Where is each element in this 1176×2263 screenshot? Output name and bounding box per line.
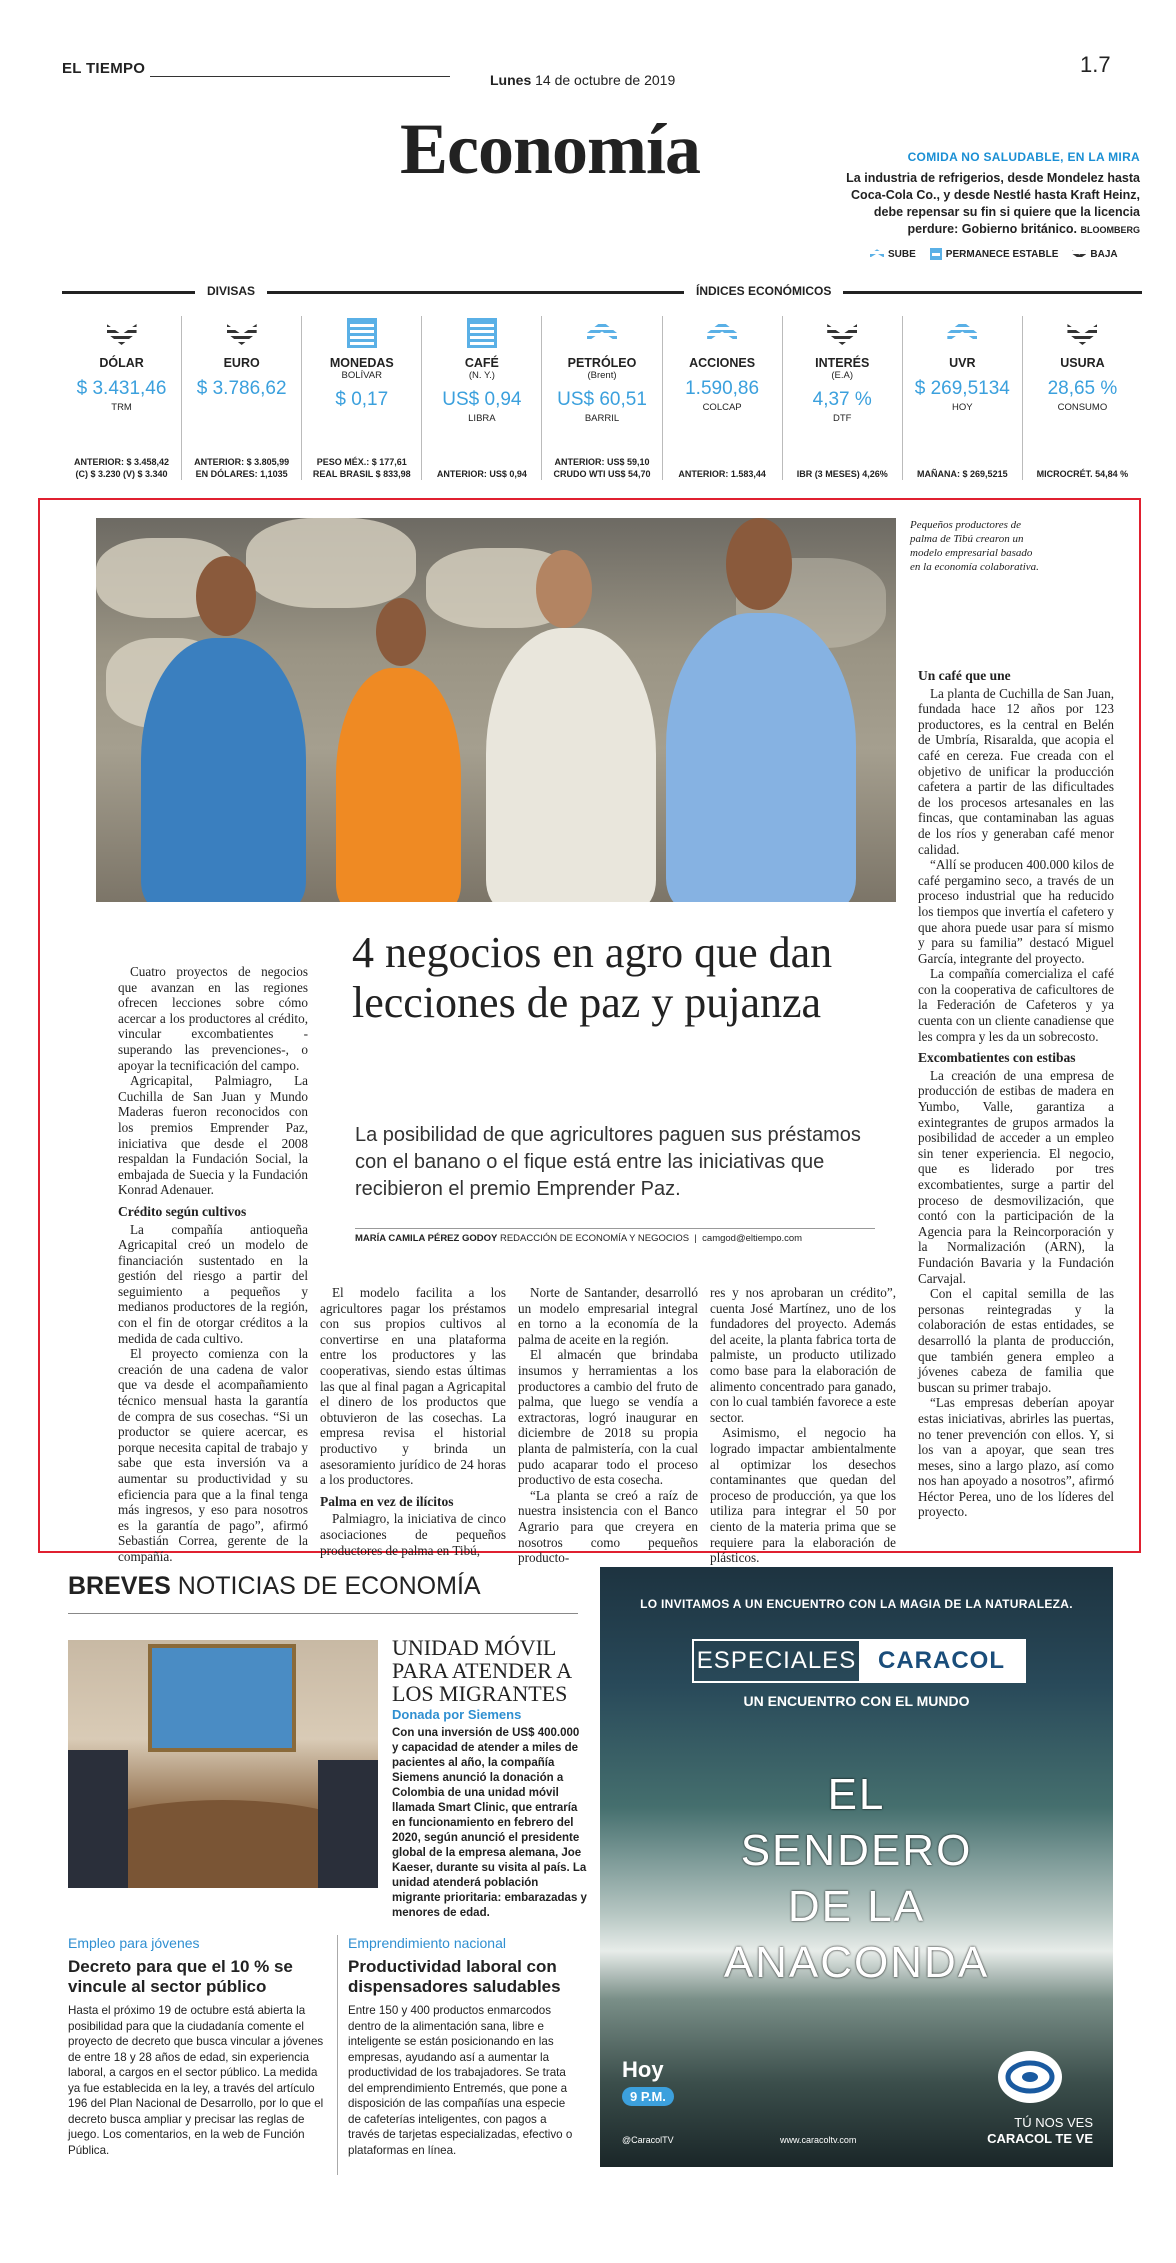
byline: MARÍA CAMILA PÉREZ GODOY REDACCIÓN DE ECONOMÍA Y NEGOCIOS | camgod@eltiempo.com xyxy=(355,1228,875,1244)
arrow-down-icon xyxy=(1072,248,1086,260)
breves-divider xyxy=(337,1935,338,2175)
section-title: Economía xyxy=(400,109,701,189)
article-column-5: Un café que une La planta de Cuchilla de San Juan, fundada hace 12 años por 123 productores, es la central en Belén de Umbría, Risaralda, que acopia el café en cereza. Fue creada con el objetivo de unificar la producción cafetera a partir de las dificultades de los procesos artesanales en las fincas, que contaminaban las aguas de los ríos y generaban café menor calidad. “Allí se producen 400.000 kilos de café pergamino seco, a través de un proceso industrial que ha reducido los tiempos que invertía el cafetero y que ahora puede usar para sí mismo y para su familia” destacó Miguel García, integrante del proyecto. La compañía comercializa el café con la cooperativa de caficultores de la Federación de Cafeteros y ya cuenta con un cliente canadiense que les compra y les da un sobrecosto. Excombatientes con estibas La creación de una empresa de producción de estibas de madera en Yumbo, Valle, garantiza a exintegrantes de grupos armados la posibilidad de acceder a un empleo sin tener experiencia. El negocio, que es liderado por tres excombatientes, surge a partir del proceso de desmovilización, que contó con la participación de la Agencia para la Reincorporación y la Normalización (ARN), la Fundación Bavaria y la Fundación Carvajal. Con el capital semilla de las personas reintegradas y la colaboración de estas entidades, se desarrolló la planta de producción, que también genera empleo a jóvenes cabeza de familia que buscan su primer trabajo. “Las empresas deberían apoyar estas iniciativas, abrirles las puertas, no tener prevención con ellos. Y, si los van a apoyar, que sean tres meses, sino a largo plazo, así como nos han apoyado a nosotros”, afirmó Héctor Perea, uno de los líderes del proyecto. xyxy=(918,668,1114,1520)
indicator-value: $ 3.786,62 xyxy=(196,378,287,399)
breve-main-body: Con una inversión de US$ 400.000 y capacidad de atender a miles de pacientes al año, la compañía Siemens anunció la donación a Colombia de una unidad móvil llamada Smart Clinic, que entraría en funcionamiento en febrero del 2020, según anunció el presidente global de la empresa alemana, Joe Kaeser, durante su visita al país. La unidad atenderá población migrante prioritaria: embarazadas y menores de edad. xyxy=(392,1727,587,1919)
edition-date: Lunes 14 de octubre de 2019 xyxy=(490,72,676,88)
square-stable-icon xyxy=(930,248,942,260)
teaser-body: La industria de refrigerios, desde Mondelez hasta Coca-Cola Co., y desde Nestlé hasta Kraft Heinz, debe repensar su fin si quiere que la licencia perdure: Gobierno británico. BLOOMBERG xyxy=(846,171,1140,236)
meeting-photo xyxy=(68,1640,378,1888)
ad-website[interactable]: www.caracoltv.com xyxy=(780,2135,857,2145)
breve-left-kicker: Empleo para jóvenes xyxy=(68,1935,200,1951)
ad-hoy: Hoy xyxy=(622,2057,664,2082)
indicator-uvr xyxy=(903,316,1023,480)
caracol-logo-icon xyxy=(998,2051,1062,2103)
indicator-footnote: ANTERIOR: US$ 0,94 xyxy=(436,469,527,479)
breve-right-title[interactable]: Productividad laboral con dispensadores saludables xyxy=(348,1957,561,1996)
indicator-footnote: MAÑANA: $ 269,5215 xyxy=(917,469,1008,479)
indicator-unit: COLCAP xyxy=(702,402,742,413)
square-stable-icon xyxy=(347,318,377,348)
breve-left-title[interactable]: Decreto para que el 10 % se vincule al sector público xyxy=(68,1957,293,1996)
breve-right-body: Entre 150 y 400 productos enmarcodos dentro de la alimentación sana, libre e inteligente se están posicionando en las empresas, ayudando así a aumentar la productividad de los trabajadores. Se trata del emprendimiento Entremés, que pone a disposición de las compañías una especie de cafeterías inteligentes, con pagos a través de tarjetas especializadas, efectivo o plataformas en línea. xyxy=(348,2004,573,2157)
indicator-monedas xyxy=(302,316,422,480)
indicator-euro xyxy=(182,316,302,480)
caracol-advertisement[interactable] xyxy=(600,1567,1113,2167)
ad-time: 9 P.M. xyxy=(622,2087,674,2106)
breve-left-body: Hasta el próximo 19 de octubre está abierta la posibilidad para que la ciudadanía comente el proyecto de decreto que busca vincular a jóvenes de entre 18 y 28 años de edad, sin experiencia laboral, a cargos en el sector público. La medida ya fue establecida en la ley, a través del artículo 196 del Plan Nacional de Desarrollo, por lo que el decreto busca ampliar y precisar las reglas de juego. Los comentarios, en la web de Función Pública. xyxy=(68,2004,324,2157)
indicator-name: MONEDAS xyxy=(329,356,394,370)
page-number: 1.7 xyxy=(1080,52,1111,77)
indicator-unit: BARRIL xyxy=(584,413,620,424)
breve-right xyxy=(348,1935,580,2158)
indicator-interés xyxy=(783,316,903,480)
article-column-4: res y nos aprobaran un crédito”, cuenta José Martínez, uno de los fundadores del proyecto. Además del aceite, la planta fabrica torta de palmiste, un producto utilizado como base para la elaboración de alimento concentrado para ganado, con lo cual también favorece a este sector. Asimismo, el negocio ha logrado impactar ambientalmente al optimizar los desechos contaminantes que quedan del proceso de producción, ya que los utiliza para integrar el 50 por ciento de la materia prima que se requiere para la elaboración de plásticos. xyxy=(710,1285,896,1566)
indicator-unit: TRM xyxy=(111,402,132,413)
breve-left xyxy=(68,1935,330,2158)
indicator-café xyxy=(422,316,542,480)
article-deck: La posibilidad de que agricultores paguen sus préstamos con el banano o el fique está entre las iniciativas que recibieron el premio Emprender Paz. xyxy=(355,1124,861,1200)
indicator-value: 4,37 % xyxy=(812,389,872,410)
newspaper-brand: EL TIEMPO xyxy=(62,60,146,77)
indicator-name: INTERÉS xyxy=(815,356,870,370)
indicator-petróleo xyxy=(542,316,662,480)
breves-rule xyxy=(68,1613,578,1614)
indicator-sub: BOLÍVAR xyxy=(341,370,383,381)
article-headline[interactable]: 4 negocios en agro que dan lecciones de paz y pujanza xyxy=(352,928,833,1027)
indicator-unit: CONSUMO xyxy=(1057,402,1108,413)
legend-up: SUBE xyxy=(870,248,916,260)
ad-social-handle[interactable]: @CaracolTV xyxy=(622,2135,674,2145)
arrow-up-icon xyxy=(587,318,617,348)
indicator-sub: (E.A) xyxy=(831,370,854,381)
indicator-footnote: ANTERIOR: 1.583,44 xyxy=(678,469,766,479)
subhead-palma: Palma en vez de ilícitos xyxy=(320,1493,454,1509)
indicators-strip xyxy=(62,316,1142,480)
indicator-name: USURA xyxy=(1060,356,1105,370)
article-column-2: El modelo facilita a los agricultores pagar los préstamos con sus propios cultivos al convertirse en una plataforma entre los productores y las cooperativas, siendo estas últimas las que al final pagan a Agricapital el dinero de los productos que obtuvieron de las cosechas. La empresa revisa el historial productivo y brinda un asesoramiento jurídico de 24 horas a los productores. Palma en vez de ilícitos Palmiagro, la iniciativa de cinco asociaciones de pequeños productores de palma en Tibú, xyxy=(320,1285,506,1558)
indicator-name: EURO xyxy=(223,356,260,370)
header-rule xyxy=(150,76,450,77)
arrow-down-icon xyxy=(107,318,137,348)
square-stable-icon xyxy=(467,318,497,348)
indicator-footnote: ANTERIOR: $ 3.458,42 (C) $ 3.230 (V) $ 3.340 xyxy=(74,457,170,479)
indicator-value: $ 0,17 xyxy=(335,389,389,410)
subhead-excombatientes: Excombatientes con estibas xyxy=(918,1050,1076,1066)
arrow-down-icon xyxy=(1067,318,1097,348)
indicator-footnote: ANTERIOR: $ 3.805,99 EN DÓLARES: 1,1035 xyxy=(194,457,290,479)
arrow-down-icon xyxy=(827,318,857,348)
indicator-unit: LIBRA xyxy=(468,413,496,424)
photo-caption: Pequeños productores de palma de Tibú crearon un modelo empresarial basado en la economía colaborativa. xyxy=(910,519,1039,573)
indicator-unit: HOY xyxy=(952,402,973,413)
indicator-acciones xyxy=(663,316,783,480)
indicator-footnote: IBR (3 MESES) 4,26% xyxy=(796,469,888,479)
indicator-unit: DTF xyxy=(832,413,852,424)
breve-main-title[interactable]: UNIDAD MÓVIL PARA ATENDER A LOS MIGRANTES xyxy=(392,1635,571,1706)
legend-flat: PERMANECE ESTABLE xyxy=(930,248,1059,260)
breve-right-kicker: Emprendimiento nacional xyxy=(348,1935,506,1951)
ad-invite: LO INVITAMOS A UN ENCUENTRO CON LA MAGIA DE LA NATURALEZA. xyxy=(640,1597,1073,1611)
ad-program-title: EL SENDERO DE LA ANACONDA xyxy=(723,1770,990,1987)
indicator-value: 1.590,86 xyxy=(685,378,760,399)
ad-especiales-caracol: ESPECIALES CARACOL xyxy=(692,1639,1026,1683)
arrow-down-icon xyxy=(227,318,257,348)
indicator-value: $ 3.431,46 xyxy=(76,378,167,399)
indicator-usura xyxy=(1023,316,1142,480)
article-column-3: Norte de Santander, desarrolló un modelo empresarial integral en torno a la economía de la palma de aceite en la región. El almacén que brindaba insumos y herramientas a los productores a cambio del fruto de palma, que luego se vendía a extractoras, logró inaugurar en diciembre de 2018 su propia planta de palmistería, con la cual pudo acaparar todo el proceso productivo de esta cosecha. “La planta se creó a raíz de nuestra insistencia con el Banco Agrario para que creyera en nosotros como pequeños producto- xyxy=(518,1285,698,1566)
indicator-name: ACCIONES xyxy=(689,356,756,370)
arrow-up-icon xyxy=(707,318,737,348)
indicator-name: DÓLAR xyxy=(99,356,144,370)
indicator-value: US$ 60,51 xyxy=(557,389,647,410)
arrow-up-icon xyxy=(947,318,977,348)
breve-main-kicker: Donada por Siemens xyxy=(392,1707,522,1722)
indicator-name: CAFÉ xyxy=(464,356,499,370)
ad-tagline: UN ENCUENTRO CON EL MUNDO xyxy=(743,1693,970,1709)
indicator-value: US$ 0,94 xyxy=(442,389,522,410)
trend-legend xyxy=(870,248,1118,260)
breves-header: BREVES NOTICIAS DE ECONOMÍA xyxy=(68,1572,481,1600)
indicator-footnote: ANTERIOR: US$ 59,10 CRUDO WTI US$ 54,70 xyxy=(553,457,651,479)
divisas-label: DIVISAS xyxy=(195,284,267,298)
author-email[interactable]: camgod@eltiempo.com xyxy=(702,1233,803,1244)
subhead-cafe: Un café que une xyxy=(918,668,1011,683)
indicator-footnote: PESO MÉX.: $ 177,61 REAL BRASIL $ 833,98 xyxy=(312,457,411,479)
ad-tu-nos-ves: TÚ NOS VES CARACOL TE VE xyxy=(987,2115,1093,2146)
indicator-name: UVR xyxy=(949,356,976,370)
subhead-credito: Crédito según cultivos xyxy=(118,1203,247,1219)
indicator-sub: (N. Y.) xyxy=(468,370,495,381)
indicator-footnote: MICROCRÉT. 54,84 % xyxy=(1036,469,1129,479)
legend-down: BAJA xyxy=(1072,248,1117,260)
indices-label: ÍNDICES ECONÓMICOS xyxy=(684,284,843,298)
teaser-headline[interactable]: COMIDA NO SALUDABLE, EN LA MIRA xyxy=(907,150,1140,164)
article-photo xyxy=(96,518,896,902)
indicator-value: 28,65 % xyxy=(1047,378,1118,399)
indicator-sub: (Brent) xyxy=(587,370,617,381)
indicator-dólar xyxy=(62,316,182,480)
indicator-value: $ 269,5134 xyxy=(914,378,1010,399)
indicator-name: PETRÓLEO xyxy=(567,356,637,370)
arrow-up-icon xyxy=(870,248,884,260)
article-column-1: Cuatro proyectos de negocios que avanzan en las regiones ofrecen lecciones sobre cómo acercar a los productores al crédito, vincular excombatientes -superando las prevenciones-, o apoyar la tecnificación del campo. Agricapital, Palmiagro, La Cuchilla de San Juan y Mundo Maderas fueron reconocidos con los premios Emprender Paz, iniciativa que desde el 2008 respaldan la Fundación Social, la embajada de Suecia y la Fundación Konrad Adenauer. Crédito según cultivos La compañía antioqueña Agricapital creó un modelo de financiación sustentado en la gestión del riesgo a partir del seguimiento a pequeños y medianos productores de la región, con el fin de otorgar créditos a la medida de cada cultivo. El proyecto comienza con la creación de una cadena de valor que va desde el acompañamiento técnico mensual hasta la garantía de compra de sus cosechas. “Si un productor se quiere acercar, es porque necesita capital de trabajo y sabe que esta inversión va a aumentar su productividad y su eficiencia para que a la final tenga más ingresos, y eso para nosotros es la garantía de pago”, afirmó Sebastián Correa, gerente de la compañía. xyxy=(118,964,308,1564)
